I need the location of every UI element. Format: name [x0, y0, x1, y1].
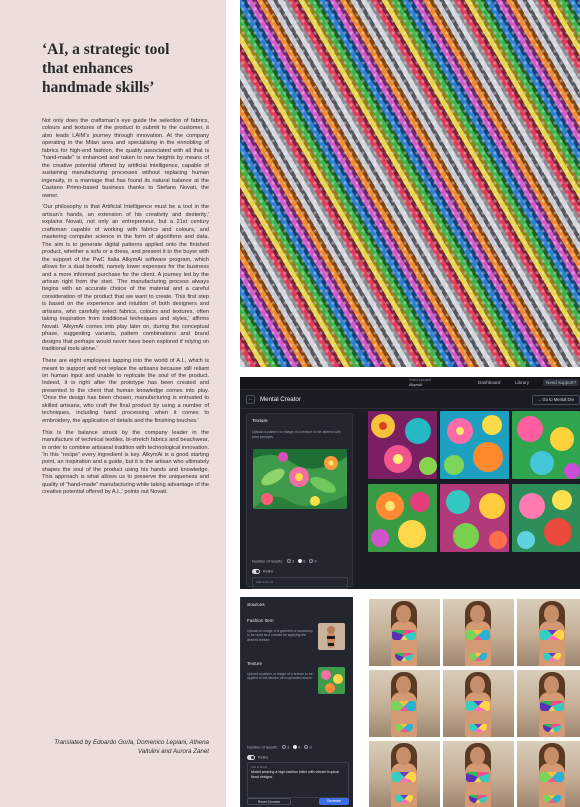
refine-label: Refine	[258, 755, 269, 760]
generated-model-2[interactable]	[443, 599, 514, 666]
goto-mental-dream-button[interactable]: → Go to Mental Dre	[532, 395, 580, 405]
nav-dashboard[interactable]: Dashboard	[478, 380, 501, 385]
generated-model-3[interactable]	[517, 599, 580, 666]
refine-toggle-row	[252, 569, 273, 574]
prompt-text: Model wearing a high-fashion bikini with vibrant tropical floral designs.	[251, 770, 339, 779]
results-count-group	[252, 559, 317, 563]
prompt-textarea[interactable]	[247, 762, 349, 798]
texture-image	[368, 411, 437, 479]
article-paragraph: Not only does the craftsman’s eye guide the selection of fabrics, colours and textures of the product to submit to the customer, it also leads LAIM’s journey through innovation. At the company operating in the Milan area and specialising in the ennobling of fabrics for high-end fashion, the quality associated with all that is “hand-made” is enhanced and taken to new heights by means of the creative potential offered by artificial intelligence, capable of sustaining manufacturing processes without replacing human ingenuity, in a marriage that has found its natural balance at the Castano Primo-based business thanks to Stefano Novati, the owner.	[42, 118, 209, 199]
results-label: Number of results:	[252, 559, 284, 564]
panel-description: Upload a pattern or image of a texture to be altered with your prompts.	[252, 430, 341, 439]
tropical-texture-image	[253, 449, 347, 509]
generated-model-4[interactable]	[369, 670, 440, 737]
texture-image	[512, 411, 580, 479]
article-column	[0, 0, 226, 807]
generated-model-1[interactable]	[369, 599, 440, 666]
generated-model-6[interactable]	[517, 670, 580, 737]
results-option-3[interactable]: 3	[287, 559, 294, 563]
article-paragraph: There are eight employees tapping into the world of A.I., which is meant to support and not replace the artisans because still reliant on human input and unable to replicate the soul of the product. Indeed, it is right after the prototype has been created and presented to the client that human knowledge comes into play. ‘Once the design has been chosen, manufacturing is entrusted to skilled artisans, who craft the final product by using a number of techniques, including hand processing when it comes to embroidery, the application of details and the finishing touches.’	[42, 358, 209, 424]
sources-panel	[240, 597, 353, 807]
refine-toggle[interactable]	[247, 755, 255, 760]
prompt-input[interactable]	[252, 577, 348, 589]
generated-texture-3[interactable]	[512, 411, 580, 479]
translator-credit: Translated by Edoardo Gorla, Domenico Lepiani, Athena Valtulini and Aurora Zanet	[54, 739, 209, 755]
generated-texture-6[interactable]	[512, 484, 580, 552]
generated-texture-5[interactable]	[440, 484, 509, 552]
generated-texture-2[interactable]	[440, 411, 509, 479]
texture-upload[interactable]	[318, 667, 345, 694]
texture-title: Texture	[247, 661, 263, 666]
column-gutter	[226, 0, 240, 807]
texture-image	[440, 484, 509, 552]
sources-title: Sources	[247, 603, 265, 608]
texture-thumbnail	[318, 667, 345, 694]
panel-title: Texture	[252, 419, 268, 424]
texture-panel	[246, 413, 353, 587]
results-option-3[interactable]: 3	[282, 745, 289, 749]
nav-support[interactable]: Need support?	[543, 379, 579, 386]
generated-model-5[interactable]	[443, 670, 514, 737]
sequin-fabric-photo	[240, 0, 580, 367]
generate-button[interactable]: Generate	[319, 798, 349, 805]
article-paragraph: This is the balance struck by the company leader in the manufacture of technical textiles, bi-stretch fabrics and beachwear, in order to combine artisanal tradition with technological innovation. ‘In this “recipe” every ingredient is key. AlkymAi is a good starting point, an inspiration and a guide, but it is the artisan who ultimately shapes the soul of the product using his hands and knowledge. This approach is what allows us to preserve the uniqueness and quality of “hand-made” manufacturing while taking advantage of the creative potential offered by A.I.,’ points out Novati.	[42, 429, 209, 496]
prompt-label: Add to the AI	[251, 765, 268, 769]
back-button[interactable]	[246, 395, 255, 404]
results-label: Number of results:	[247, 745, 279, 750]
sources-screenshot	[240, 597, 353, 807]
page-title: Mental Creator	[260, 396, 301, 403]
refine-label: Refine	[263, 569, 274, 574]
results-option-9[interactable]: 9	[304, 745, 311, 749]
results-option-6[interactable]: 6	[298, 559, 305, 563]
results-option-9[interactable]: 9	[309, 559, 316, 563]
fashion-item-title: Fashion Item	[247, 618, 274, 623]
fashion-item-description: Upload an image of a garment or accessory to be used as a canvas for applying the desired texture.	[247, 629, 313, 642]
generated-model-7[interactable]	[369, 741, 440, 807]
article-headline: ‘AI, a strategic tool that enhances handmade skills’	[42, 41, 170, 96]
texture-image	[368, 484, 437, 552]
mental-creator-screenshot	[240, 377, 580, 589]
prompt-input-label: Add to the AI	[256, 579, 274, 584]
model-thumbnail	[318, 623, 345, 650]
results-count-group	[247, 745, 312, 749]
refine-toggle[interactable]	[252, 569, 260, 574]
project-select-label: Select a project	[409, 378, 431, 382]
reset-sources-button[interactable]: Reset Sources	[247, 798, 291, 805]
texture-upload-preview[interactable]	[253, 449, 347, 509]
generated-model-9[interactable]	[517, 741, 580, 807]
nav-library[interactable]: Library	[515, 380, 530, 385]
app-topbar	[240, 377, 580, 390]
texture-image	[512, 484, 580, 552]
texture-description: Upload a pattern or image of a texture to be applied to the fashion item uploaded above.	[247, 672, 313, 681]
generated-texture-4[interactable]	[368, 484, 437, 552]
refine-toggle-row	[247, 755, 268, 760]
fashion-item-upload[interactable]	[318, 623, 345, 650]
article-body	[42, 118, 209, 501]
generated-texture-1[interactable]	[368, 411, 437, 479]
arrow-left-icon: ←	[248, 396, 253, 402]
article-paragraph: ‘Our philosophy is that Artificial Intelligence must be a tool in the artisan’s hands, an extension of his creativity and dexterity,’ explains Novati, not only an entrepreneur, but a 21st century craftsman capable of working with fabrics and colours, and mastering computer science in the form of algorithms and data. The aim is to generate digital patterns applied onto the finished product, whether a sofa or a dress, and present it to the buyer with the support of the PwC Italia AlkymAi software program, which allows for a dual benefit, namely lower expenses for the business and a more informed purchase for the client. A journey led by the artisan right from the start. ‘The manufacturing process always begins with an accurate choice of the material and a careful consideration of the product that we want to create. This first step is based on the experience and intuition of both designers and artisans, who carefully select fabrics, colours and textures, often taking inspiration from traditional techniques and styles,’ affirms Novati. ‘AlkymAi comes into play later on, during the conceptual phase, suggesting variants, pattern combinations and brand designs that perhaps would never have been explored if relying on traditional tools alone.’	[42, 204, 209, 353]
texture-image	[440, 411, 509, 479]
project-select[interactable]: AlkymAi	[409, 383, 422, 387]
generated-model-8[interactable]	[443, 741, 514, 807]
page-header	[240, 390, 580, 409]
results-option-6[interactable]: 6	[293, 745, 300, 749]
